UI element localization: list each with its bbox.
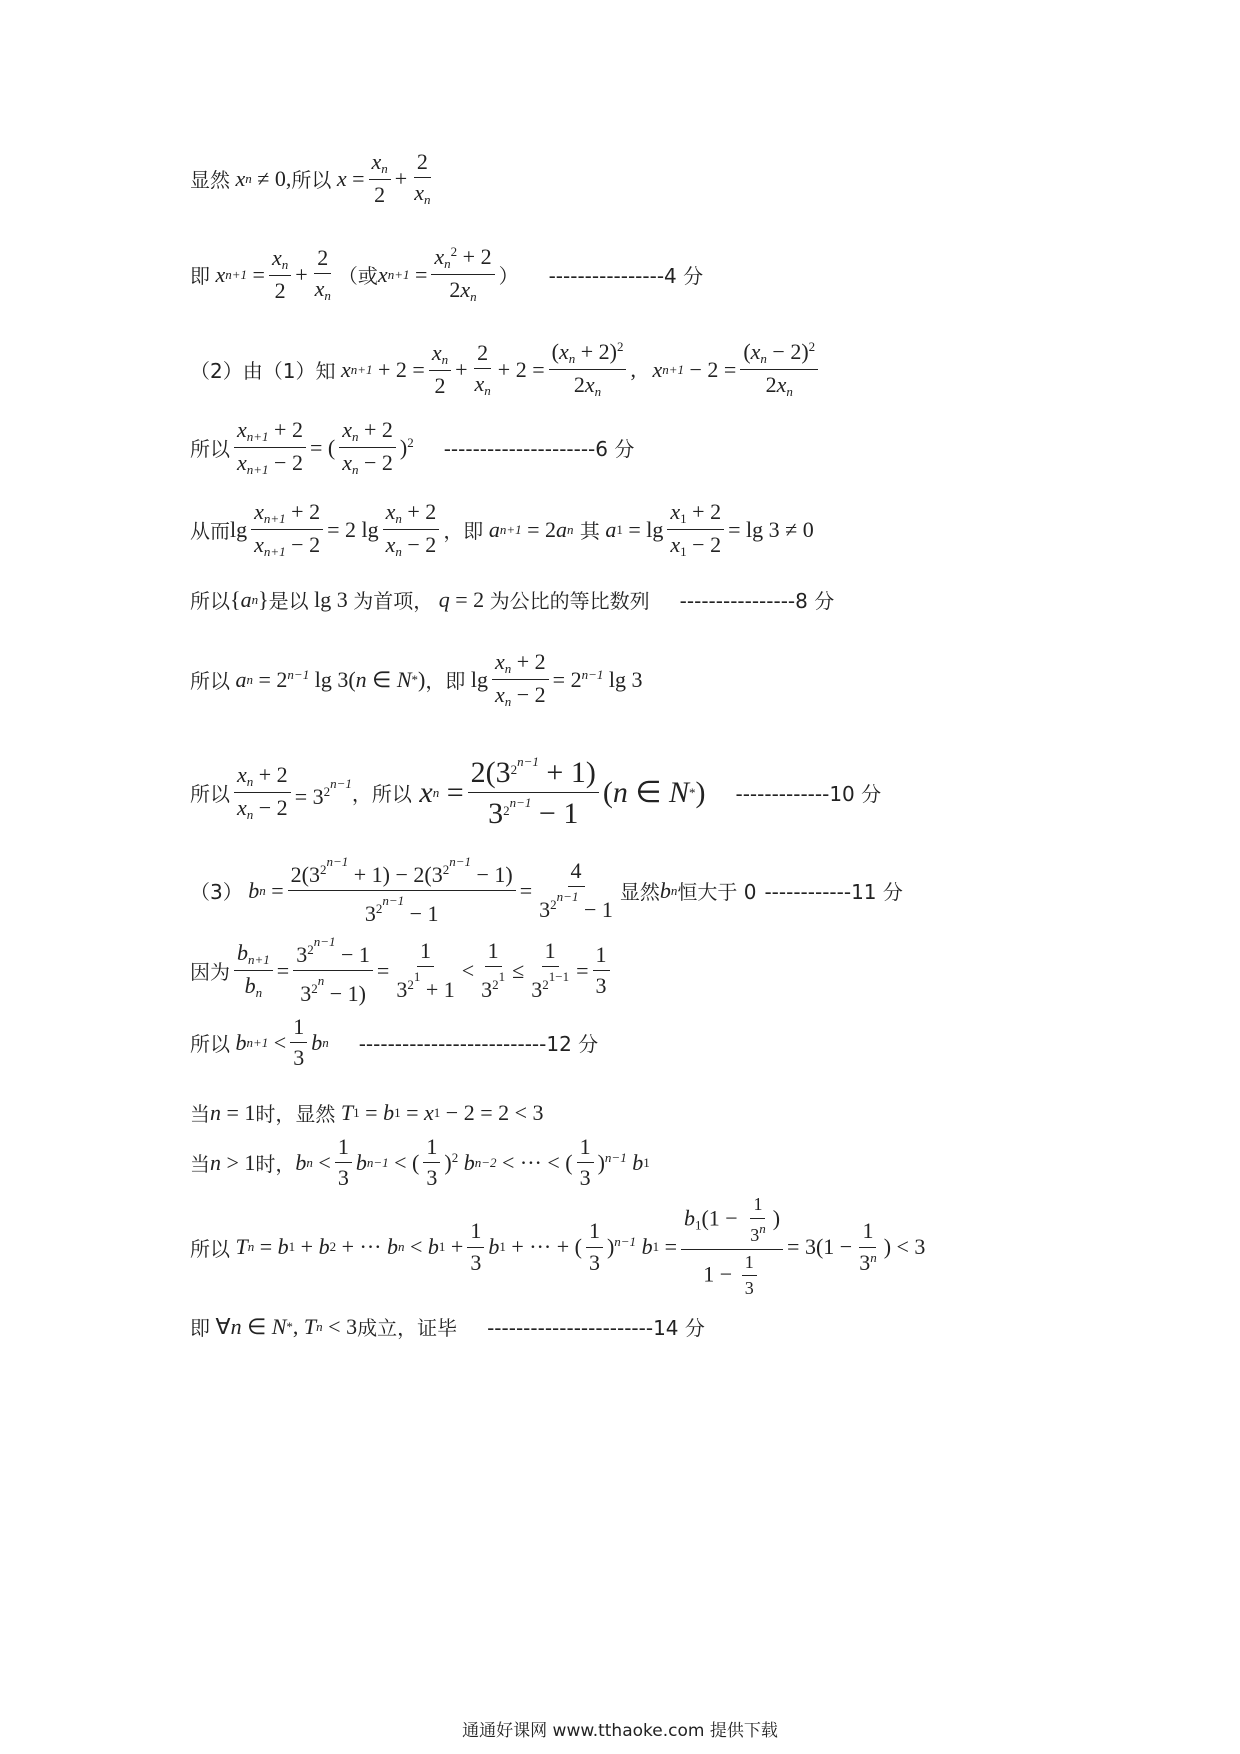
- line-8-text: 所以: [190, 782, 230, 806]
- score-14: -----------------------14 分: [487, 1316, 705, 1340]
- line-15-text: 即: [190, 1316, 210, 1340]
- line-5-text-b: ，即: [443, 519, 484, 544]
- score-6: ---------------------6 分: [443, 437, 635, 462]
- footer-watermark: 通通好课网 www.tthaoke.com 提供下载: [462, 1721, 778, 1741]
- line-2-text-b: （或: [337, 264, 378, 289]
- score-11: ------------11 分: [764, 880, 903, 905]
- line-9-text: （3）: [190, 880, 243, 905]
- line-8: 所以 $\frac{x_n + 2}{x_n - 2}$ = $3^{2^{n-1}}$ ，所以 x n = $\frac{2(3^{2^{n-1}} + 1)}{3^{2^{n-1}} - 1}$ ( n ∈ N * ) -------------10 分: [190, 754, 882, 830]
- line-12-text-b: 时，显然: [255, 1102, 336, 1126]
- line-12-text: 当: [190, 1102, 210, 1126]
- line-1-text-b: 所以: [291, 168, 332, 193]
- line-6-text-b: 是以: [268, 589, 309, 613]
- line-8-text-b: ，所以: [351, 782, 412, 806]
- line-9-text-c: 恒大于 0: [677, 880, 757, 905]
- line-3-text: （2）由（1）知: [190, 359, 336, 384]
- line-4-text: 所以: [190, 437, 230, 462]
- line-13-text-b: 时，: [255, 1152, 296, 1177]
- line-6-text: 所以: [190, 589, 230, 613]
- line-11-text: 所以: [190, 1032, 230, 1057]
- line-13-text: 当: [190, 1152, 210, 1177]
- score-12: --------------------------12 分: [358, 1032, 599, 1057]
- line-11: 所以 b n+1 < 1 3 b n --------------------------12 分: [190, 1014, 599, 1071]
- line-10-text: 因为: [190, 960, 230, 985]
- line-2-text-c: ）: [498, 264, 519, 289]
- line-5-text-c: 其: [579, 519, 600, 544]
- line-12: 当 n = 1 时，显然 T 1 = b 1 = x 1 − 2 = 2 < 3: [190, 1099, 544, 1126]
- line-14-text: 所以: [190, 1236, 230, 1261]
- score-8: ----------------8 分: [679, 589, 835, 613]
- line-15-text-b: 成立，证毕: [357, 1316, 458, 1340]
- line-10: 因为 $\frac{b_{n+1}}{b_n}$ = $\frac{3^{2^{n-1}} - 1}{3^{2^n} - 1)}$ = $\frac{1}{3^{2^1} + 1}$ < $\frac{1}{3^{2^1}}$ ≤ $\frac{1}{3^{2^{1-1}}}$ = $\frac{1}{3}$: [190, 935, 614, 1006]
- line-7: 所以 a n = $2^{n-1}$ lg 3( n ∈ N * ) ，即 lg $\frac{x_n + 2}{x_n - 2}$ = $2^{n-1}$ lg 3: [190, 649, 643, 710]
- score-4: ----------------4 分: [548, 264, 704, 289]
- line-13: 当 n > 1 时， b n < 1 3 b n−1 < ( 1 3 )$^2$ b n−2 < ··· < ( 1 3 )$^{n-1}$ b 1: [190, 1134, 650, 1191]
- line-1-text: 显然: [190, 168, 230, 193]
- line-2: 即 x n+1 = $\frac{x_n}{2}$ + $\frac{2}{x_n}$ （或 x n+1 = $\frac{x_n^2 + 2}{2x_n}$ ） ----------------4 分: [190, 244, 704, 305]
- line-6-text-d: 为公比的等比数列: [489, 589, 650, 613]
- line-5: 从而 lg $\frac{x_{n+1} + 2}{x_{n+1} - 2}$ = 2 lg $x_n + 2$ $x_n - 2$ ，即 a n+1 = 2 a n 其 a 1 = lg $\frac{x_1 + 2}{x_1 - 2}$ = lg 3 ≠ 0: [190, 499, 814, 560]
- line-3: （2）由（1）知 x n+1 + 2 = $\frac{x_n}{2}$ + $\frac{2}{x_n}$ + 2 = $\frac{(x_n + 2)^2}{2x_n}$ , x n+1 − 2 = $\frac{(x_n - 2)^2}{2x_n}$: [190, 340, 822, 400]
- line-9: （3） b n = $\frac{2(3^{2^{n-1}} + 1) - 2(3^{2^{n-1}} - 1)}{3^{2^{n-1}} - 1}$ = $\frac{4}{3^{2^{n-1}} - 1}$ 显然 b n 恒大于 0 ------------11 分: [190, 854, 903, 927]
- line-14: 所以 T n = b 1 + b 2 + ··· b n < b 1 + $\frac{1}{3}$ b 1 + ··· + ( 1 3 )$^{n-1}$ b 1 = $b_1(1$ − $\frac{1}{3^n}$ ) 1 − $\frac{1}{3}$ = 3(1 − $\frac{1}{3^n}$ ) < 3: [190, 1194, 926, 1299]
- line-5-text: 从而: [190, 519, 230, 544]
- line-7-text-b: ，即: [425, 669, 466, 694]
- line-9-text-b: 显然: [619, 880, 660, 905]
- line-15: 即 ∀ n ∈ N * , T n < 3 成立，证毕 -----------------------14 分: [190, 1313, 705, 1340]
- line-6: 所以 { a n } 是以 lg 3 为首项， q = 2 为公比的等比数列 ----------------8 分: [190, 586, 835, 613]
- line-7-text: 所以: [190, 669, 230, 694]
- score-10: -------------10 分: [735, 782, 882, 806]
- line-1: 显然 x n ≠ 0, 所以 x = $\frac{x_n}{2}$ + $\frac{2}{x_n}$: [190, 149, 431, 208]
- line-4: 所以 $\frac{x_{n+1} + 2}{x_{n+1} - 2}$ = ( $x_n + 2$ $x_n - 2$ )$^2$ ---------------------6 分: [190, 417, 635, 478]
- line-6-text-c: 为首项，: [353, 589, 434, 613]
- line-2-text: 即: [190, 264, 210, 289]
